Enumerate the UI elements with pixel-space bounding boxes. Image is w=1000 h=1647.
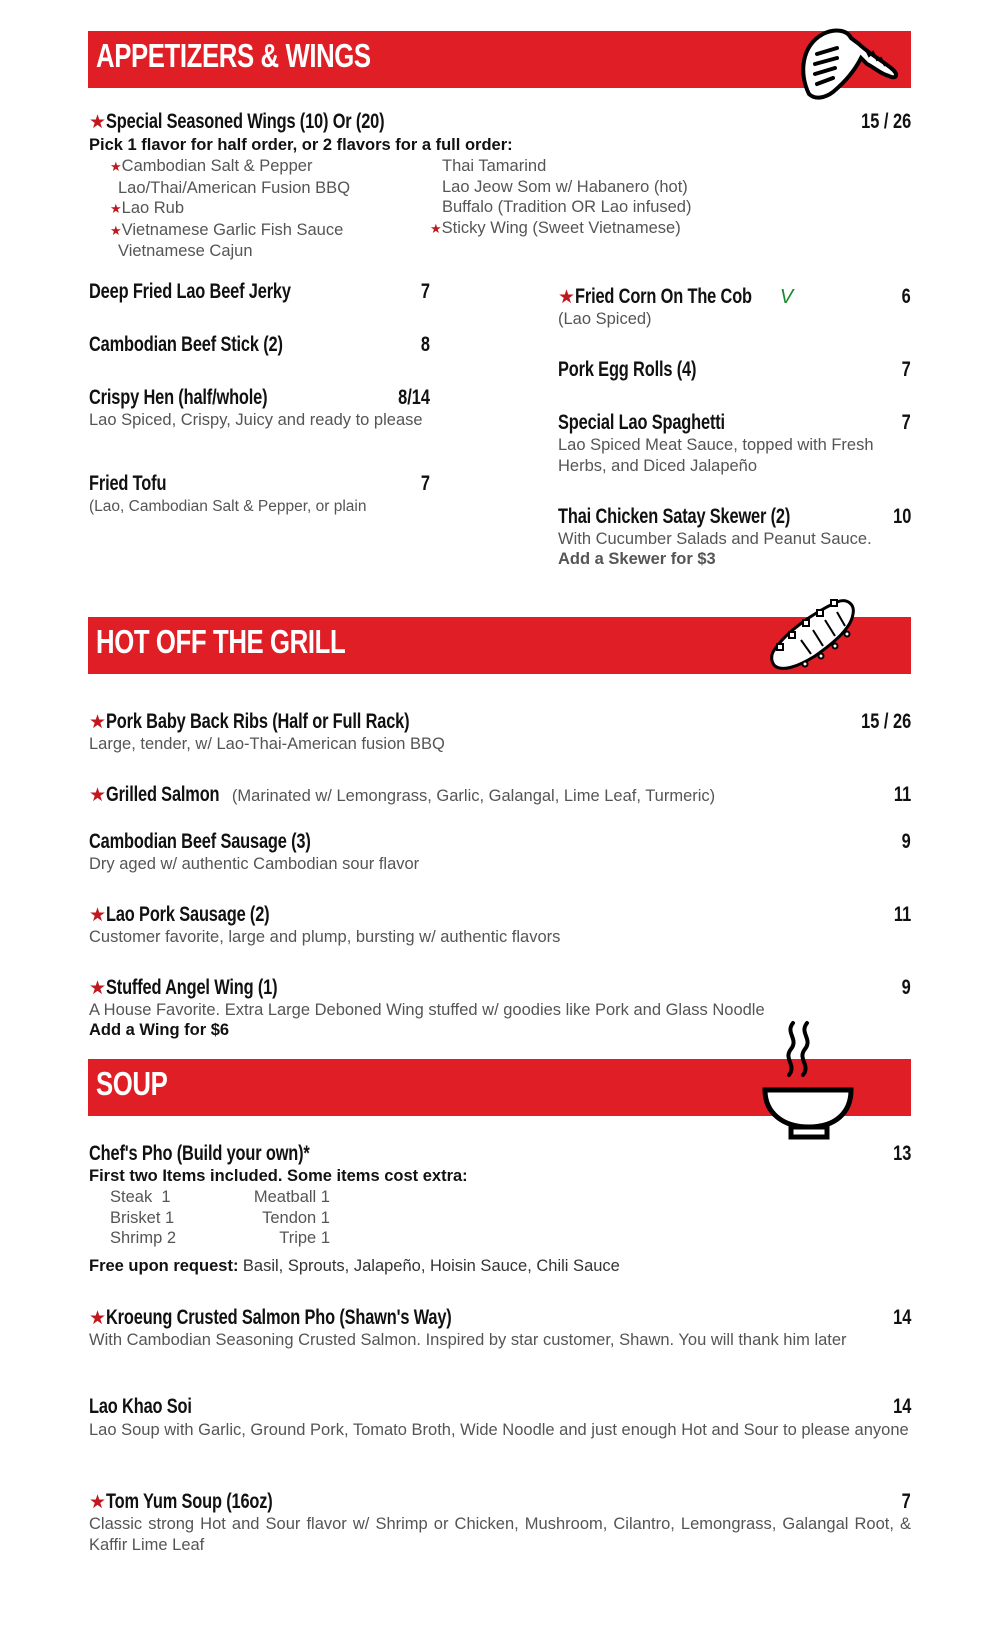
item-description: (Lao Spiced): [558, 310, 652, 328]
menu-item-beef-jerky: Deep Fried Lao Beef Jerky: [89, 280, 291, 303]
item-price: 9: [901, 830, 911, 853]
chicken-wing-icon: [795, 24, 905, 102]
flavor-item: ★Cambodian Salt & Pepper: [110, 157, 313, 175]
menu-item-baby-back-ribs: ★Pork Baby Back Ribs (Half or Full Rack): [89, 710, 410, 733]
item-price: 7: [420, 280, 430, 303]
pho-option: Tripe 1: [279, 1229, 330, 1247]
free-items: Basil, Sprouts, Jalapeño, Hoisin Sauce, Chili Sauce: [242, 1257, 620, 1275]
item-price: 11: [893, 783, 911, 806]
flavor-item: Thai Tamarind: [442, 157, 547, 175]
section-title-grill: HOT OFF THE GRILL: [96, 623, 346, 660]
item-add-on-note: Add a Wing for $6: [89, 1021, 230, 1039]
item-price: 9: [901, 976, 911, 999]
menu-item-crispy-hen: Crispy Hen (half/whole): [89, 386, 268, 409]
vegetarian-badge: V: [779, 286, 794, 308]
steaming-bowl-icon: [755, 1015, 865, 1145]
item-description: Lao Spiced Meat Sauce, topped with Fresh Herbs, and Diced Jalapeño: [558, 436, 874, 475]
item-price: 7: [420, 472, 430, 495]
item-name: Special Seasoned Wings (10) Or (20): [106, 110, 385, 133]
pho-options-left: [110, 1187, 176, 1249]
menu-item-special-seasoned-wings: [89, 110, 463, 134]
star-icon: ★: [89, 1308, 107, 1329]
menu-item-cambodian-beef-sausage: Cambodian Beef Sausage (3): [89, 830, 311, 853]
pho-option: Brisket 1: [110, 1208, 175, 1227]
item-description: Lao Spiced, Crispy, Juicy and ready to please: [89, 411, 423, 429]
menu-item-fried-corn: ★Fried Corn On The Cob V: [558, 285, 794, 308]
menu-item-chefs-pho: Chef's Pho (Build your own)*: [89, 1142, 310, 1165]
item-price: 7: [901, 411, 911, 434]
pho-free-items: [89, 1256, 620, 1277]
item-description: Large, tender, w/ Lao-Thai-American fusion BBQ: [89, 735, 445, 753]
star-icon: ★: [110, 159, 122, 174]
item-price: 11: [893, 903, 911, 926]
item-price: 8/14: [398, 386, 430, 409]
pho-option: Shrimp 2: [110, 1229, 177, 1247]
pho-options-right: [240, 1187, 330, 1249]
appetizers-header-bar: [88, 31, 911, 88]
menu-item-fried-tofu: Fried Tofu: [89, 472, 167, 495]
star-icon: ★: [110, 222, 122, 238]
menu-item-kroeung-salmon-pho: ★Kroeung Crusted Salmon Pho (Shawn's Way): [89, 1306, 452, 1329]
flavor-item: ★Lao Rub: [110, 199, 185, 217]
item-price: 15 / 26: [860, 110, 911, 133]
pho-option: Steak 1: [110, 1188, 171, 1206]
pho-option: Meatball 1: [253, 1188, 330, 1206]
wing-flavors-left: [110, 156, 350, 262]
item-price: 7: [901, 1490, 911, 1513]
star-icon: ★: [558, 287, 576, 308]
menu-item-beef-stick: Cambodian Beef Stick (2): [89, 333, 283, 356]
menu-item-lao-khao-soi: Lao Khao Soi: [89, 1395, 192, 1418]
item-description: (Marinated w/ Lemongrass, Garlic, Galangal, Lime Leaf, Turmeric): [231, 787, 716, 805]
item-description: Dry aged w/ authentic Cambodian sour flavor: [89, 855, 420, 873]
item-description: A House Favorite. Extra Large Deboned Wing stuffed w/ goodies like Pork and Glass Noodle: [89, 1001, 765, 1019]
item-description: With Cambodian Seasoning Crusted Salmon. Inspired by star customer, Shawn. You will thank him later: [89, 1331, 847, 1349]
item-price: 14: [892, 1306, 911, 1329]
flavor-item: Lao Jeow Som w/ Habanero (hot): [442, 177, 688, 196]
star-icon: ★: [89, 905, 107, 926]
item-price: 13: [892, 1142, 911, 1165]
item-price: 14: [892, 1395, 911, 1418]
flavor-item: Lao/Thai/American Fusion BBQ: [118, 178, 351, 197]
ribs-icon: [765, 592, 865, 678]
star-icon: ★: [89, 1492, 107, 1513]
wing-flavors-right: [430, 156, 691, 239]
menu-item-tom-yum-soup: ★Tom Yum Soup (16oz): [89, 1490, 273, 1513]
flavor-item: ★Sticky Wing (Sweet Vietnamese): [430, 218, 681, 237]
menu-item-lao-pork-sausage: ★Lao Pork Sausage (2): [89, 903, 270, 926]
section-title-appetizers: APPETIZERS & WINGS: [96, 37, 371, 74]
flavor-item: ★Vietnamese Garlic Fish Sauce: [110, 220, 344, 239]
menu-item-stuffed-angel-wing: ★Stuffed Angel Wing (1): [89, 976, 278, 999]
menu-item-grilled-salmon: ★Grilled Salmon (Marinated w/ Lemongrass, Garlic, Galangal, Lime Leaf, Turmeric): [89, 783, 716, 806]
item-add-on-note: Add a Skewer for $3: [558, 550, 716, 568]
item-description: Customer favorite, large and plump, bursting w/ authentic flavors: [89, 928, 561, 946]
item-description: Classic strong Hot and Sour flavor w/ Shrimp or Chicken, Mushroom, Cilantro, Lemongrass, Galangal Root, & Kaffir Lime Leaf: [89, 1515, 911, 1554]
star-icon: ★: [89, 712, 107, 733]
flavor-item: Buffalo (Tradition OR Lao infused): [442, 198, 692, 216]
star-icon: ★: [89, 978, 107, 999]
item-description: With Cucumber Salads and Peanut Sauce.: [558, 530, 872, 548]
star-icon: ★: [89, 112, 107, 133]
star-icon: ★: [110, 201, 122, 216]
item-price: 10: [892, 505, 911, 528]
section-title-soup: SOUP: [96, 1065, 168, 1102]
menu-item-lao-spaghetti: Special Lao Spaghetti: [558, 411, 725, 434]
menu-item-satay-skewer: Thai Chicken Satay Skewer (2): [558, 505, 791, 528]
pho-instruction: First two Items included. Some items cost extra:: [89, 1167, 468, 1185]
item-price: 7: [901, 358, 911, 381]
menu-item-pork-egg-rolls: Pork Egg Rolls (4): [558, 358, 697, 381]
item-price: 15 / 26: [860, 710, 911, 733]
item-description: (Lao, Cambodian Salt & Pepper, or plain: [89, 498, 367, 515]
item-price: 8: [420, 333, 430, 356]
star-icon: ★: [89, 785, 107, 806]
item-description: Lao Soup with Garlic, Ground Pork, Tomato Broth, Wide Noodle and just enough Hot and Sour to please anyone: [89, 1421, 909, 1439]
free-label: Free upon request:: [89, 1257, 239, 1275]
item-price: 6: [901, 285, 911, 308]
star-icon: ★: [430, 220, 442, 236]
wings-instruction: Pick 1 flavor for half order, or 2 flavors for a full order:: [89, 136, 513, 154]
pho-option: Tendon 1: [262, 1208, 330, 1227]
flavor-item: Vietnamese Cajun: [118, 242, 253, 260]
